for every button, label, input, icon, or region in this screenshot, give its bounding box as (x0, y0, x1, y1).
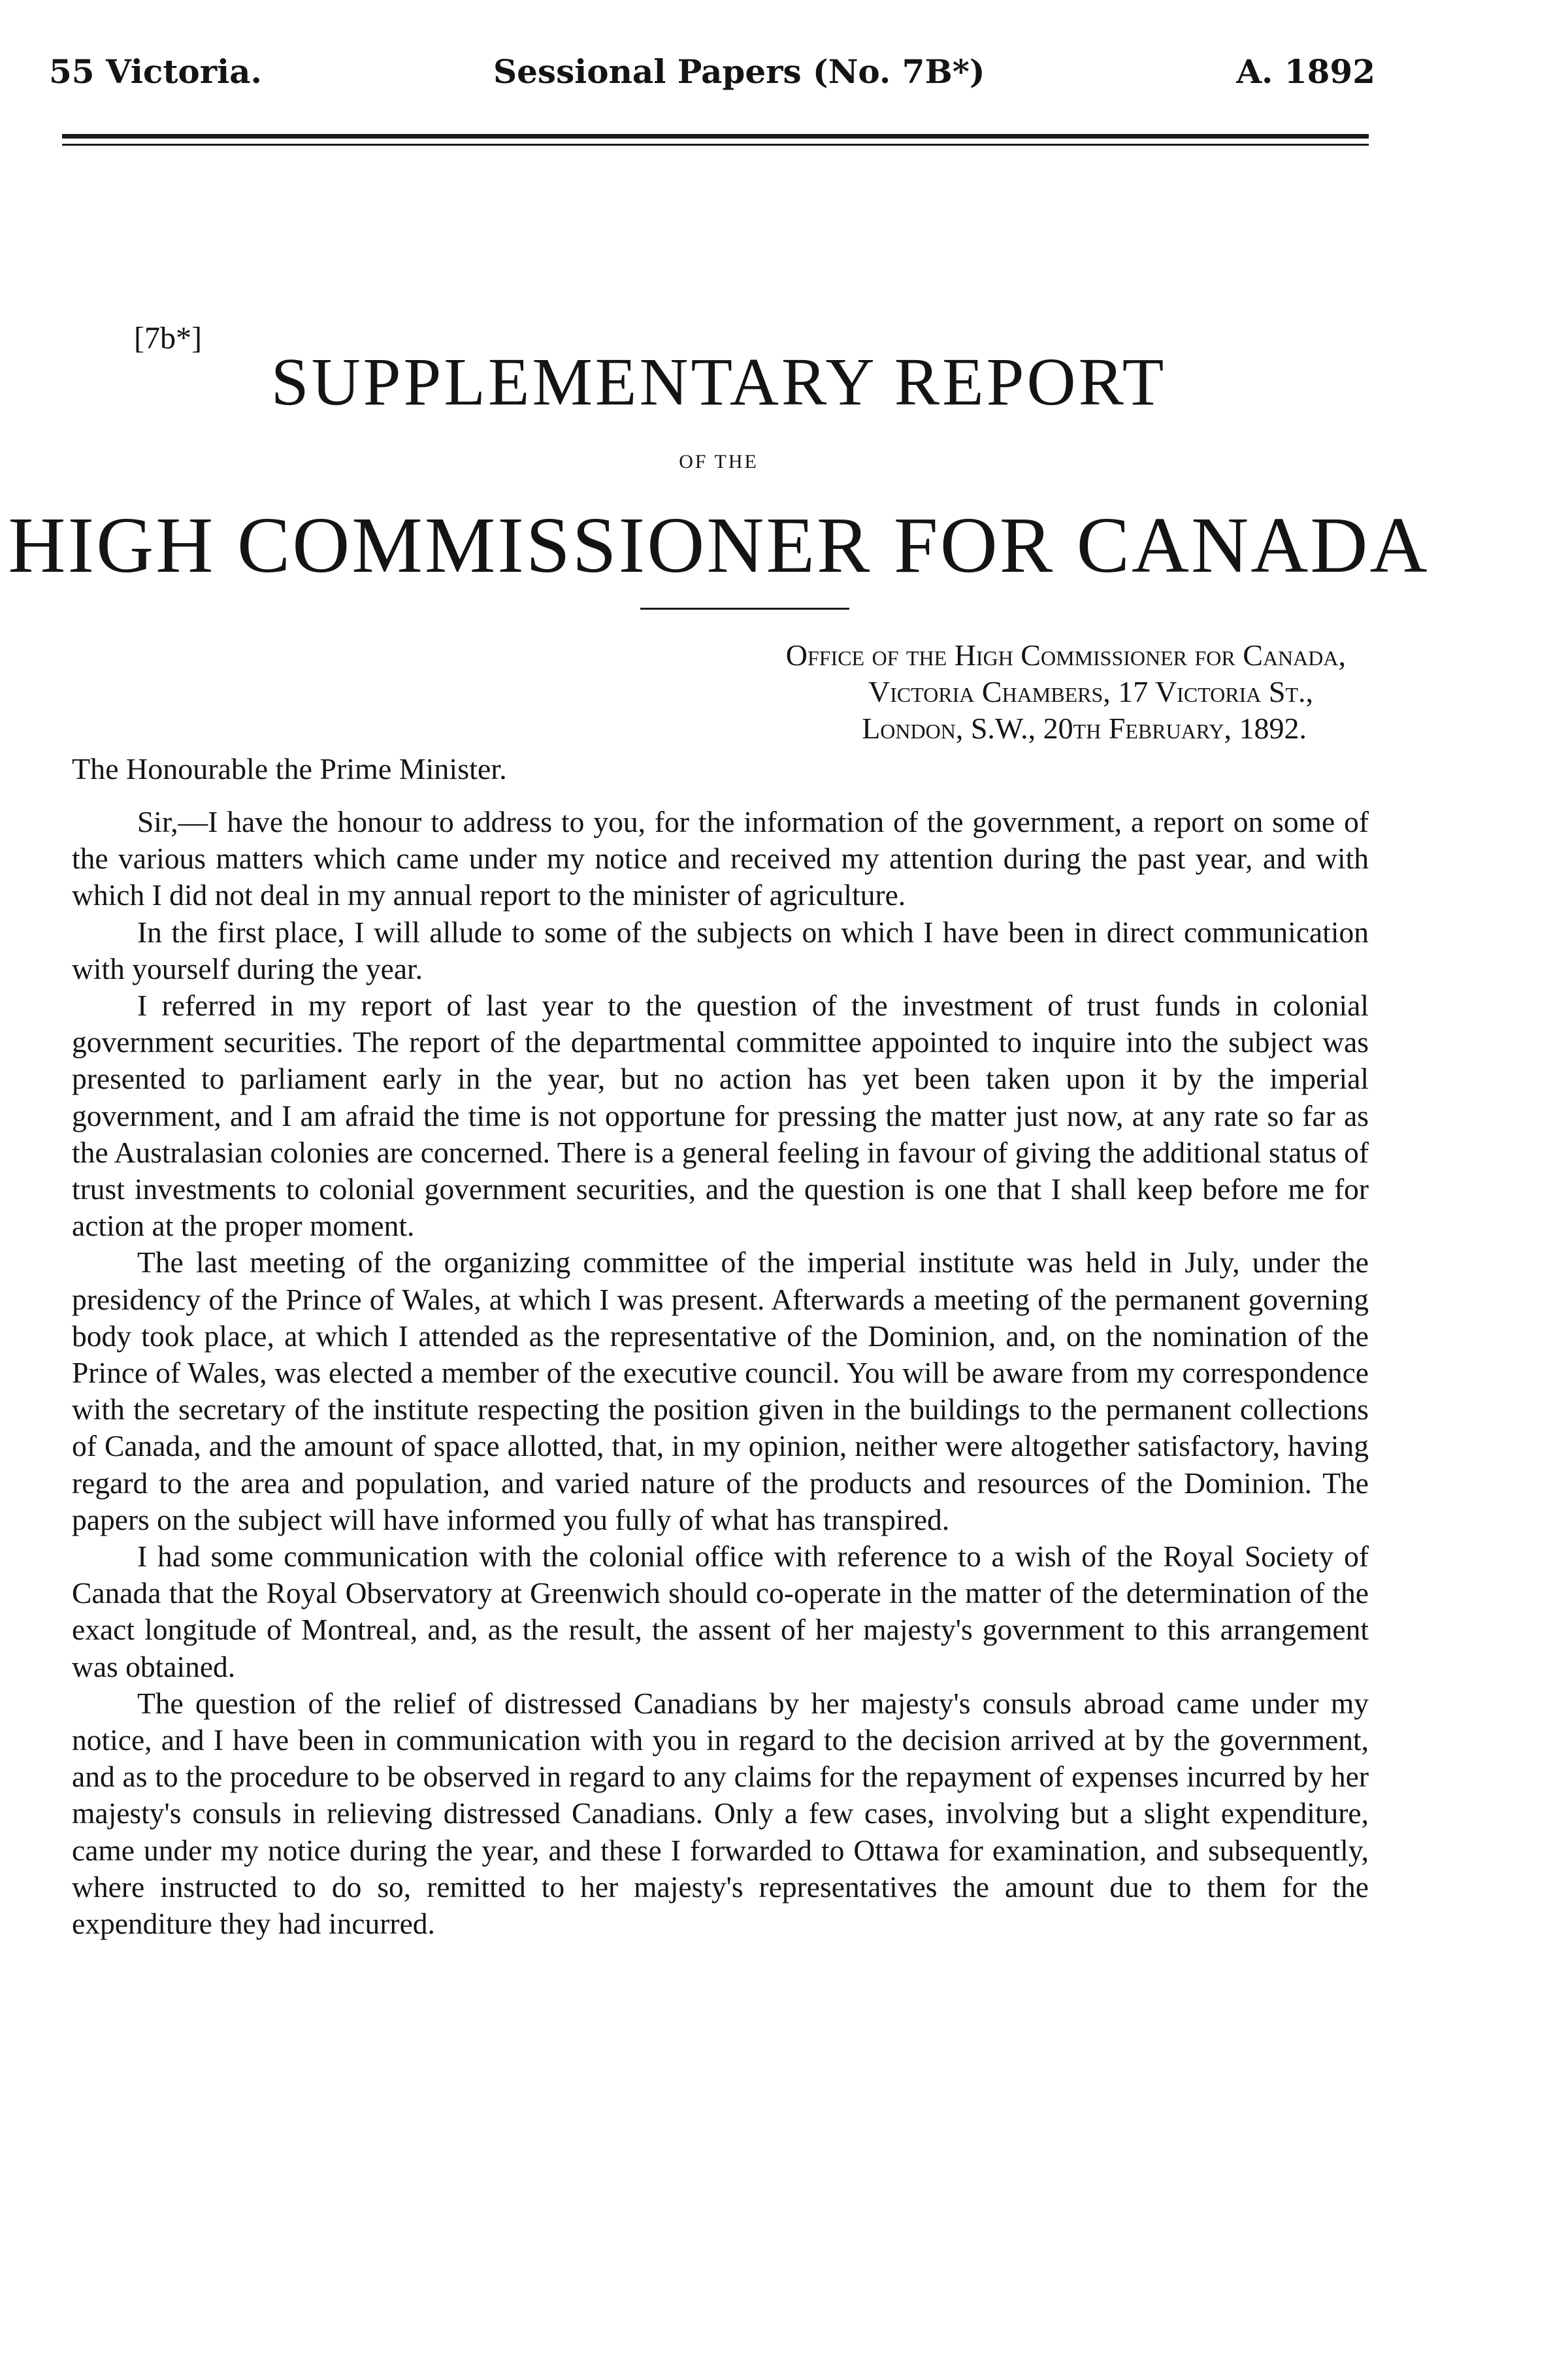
header-rule-thin (62, 144, 1369, 146)
address-street: Victoria Chambers, 17 Victoria St., (868, 675, 1313, 708)
header-year: A. 1892 (1236, 52, 1375, 91)
header-session: 55 Victoria. (49, 52, 262, 91)
sender-address (0, 637, 1346, 747)
document-reference-tag: [7b*] (134, 321, 202, 355)
running-header (49, 26, 1375, 98)
report-body (72, 804, 1369, 1942)
title-divider (640, 608, 849, 610)
report-subtitle: HIGH COMMISSIONER FOR CANADA (8, 501, 1429, 589)
recipient-salutation: The Honourable the Prime Minister. (72, 752, 507, 785)
paragraph: The question of the relief of distressed Canadians by her majesty's consuls abroad came under my notice, and I have been in communication with you in regard to the decision arrived at by the government, and as to the procedure to be observed in regard to any claims for the repayment of expenses incurred by her majesty's consuls in relieving distressed Canadians. Only a few cases, involving but a slight expenditure, came under my notice during the year, and these I forwarded to Ottawa for examination, and subsequently, where instructed to do so, remitted to her majesty's representatives the amount due to them for the expenditure they had incurred. (72, 1686, 1369, 1941)
report-title: SUPPLEMENTARY REPORT (270, 344, 1167, 420)
paragraph: I referred in my report of last year to the question of the investment of trust funds in colonial government securities. The report of the departmental committee appointed to inquire into the subject was presented to parliament early in the year, but no action has yet been taken upon it by the imperial government, and I am afraid the time is not opportune for pressing the matter just now, at any rate so far as the Australasian colonies are concerned. There is a general feeling in favour of giving the additional status of trust investments to colonial government securities, and the question is one that I shall keep before me for action at the proper moment. (72, 989, 1369, 1243)
address-office: Office of the High Commissioner for Canada, (785, 638, 1346, 672)
paragraph: The last meeting of the organizing committee of the imperial institute was held in July, under the presidency of the Prince of Wales, at which I was present. Afterwards a meeting of the permanent governing body took place, at which I attended as the representative of the Dominion, and, on the nomination of the Prince of Wales, was elected a member of the executive council. You will be aware from my correspondence with the secretary of the institute respecting the position given in the buildings to the permanent collections of Canada, and the amount of space allotted, that, in my opinion, neither were altogether satisfactory, having regard to the area and population, and varied nature of the products and resources of the Dominion. The papers on the subject will have informed you fully of what has transpired. (72, 1245, 1369, 1536)
paragraph: In the first place, I will allude to some of the subjects on which I have been in direct communication with yourself during the year. (72, 915, 1369, 985)
address-date: London, S.W., 20th February, 1892. (862, 712, 1307, 745)
paragraph: I had some communication with the colonial office with reference to a wish of the Royal Society of Canada that the Royal Observatory at Greenwich should co-operate in the matter of the determination of the exact longitude of Montreal, and, as the result, the assent of her majesty's government to this arrangement was obtained. (72, 1540, 1369, 1683)
report-title-connector: OF THE (679, 451, 759, 472)
header-rule-thick (62, 134, 1369, 139)
header-sessional-papers: Sessional Papers (No. 7B*) (493, 52, 985, 91)
paragraph: Sir,—I have the honour to address to you, for the information of the government, a report on some of the various matters which came under my notice and received my attention during the past year, and with which I did not deal in my annual report to the minister of agriculture. (72, 805, 1369, 912)
